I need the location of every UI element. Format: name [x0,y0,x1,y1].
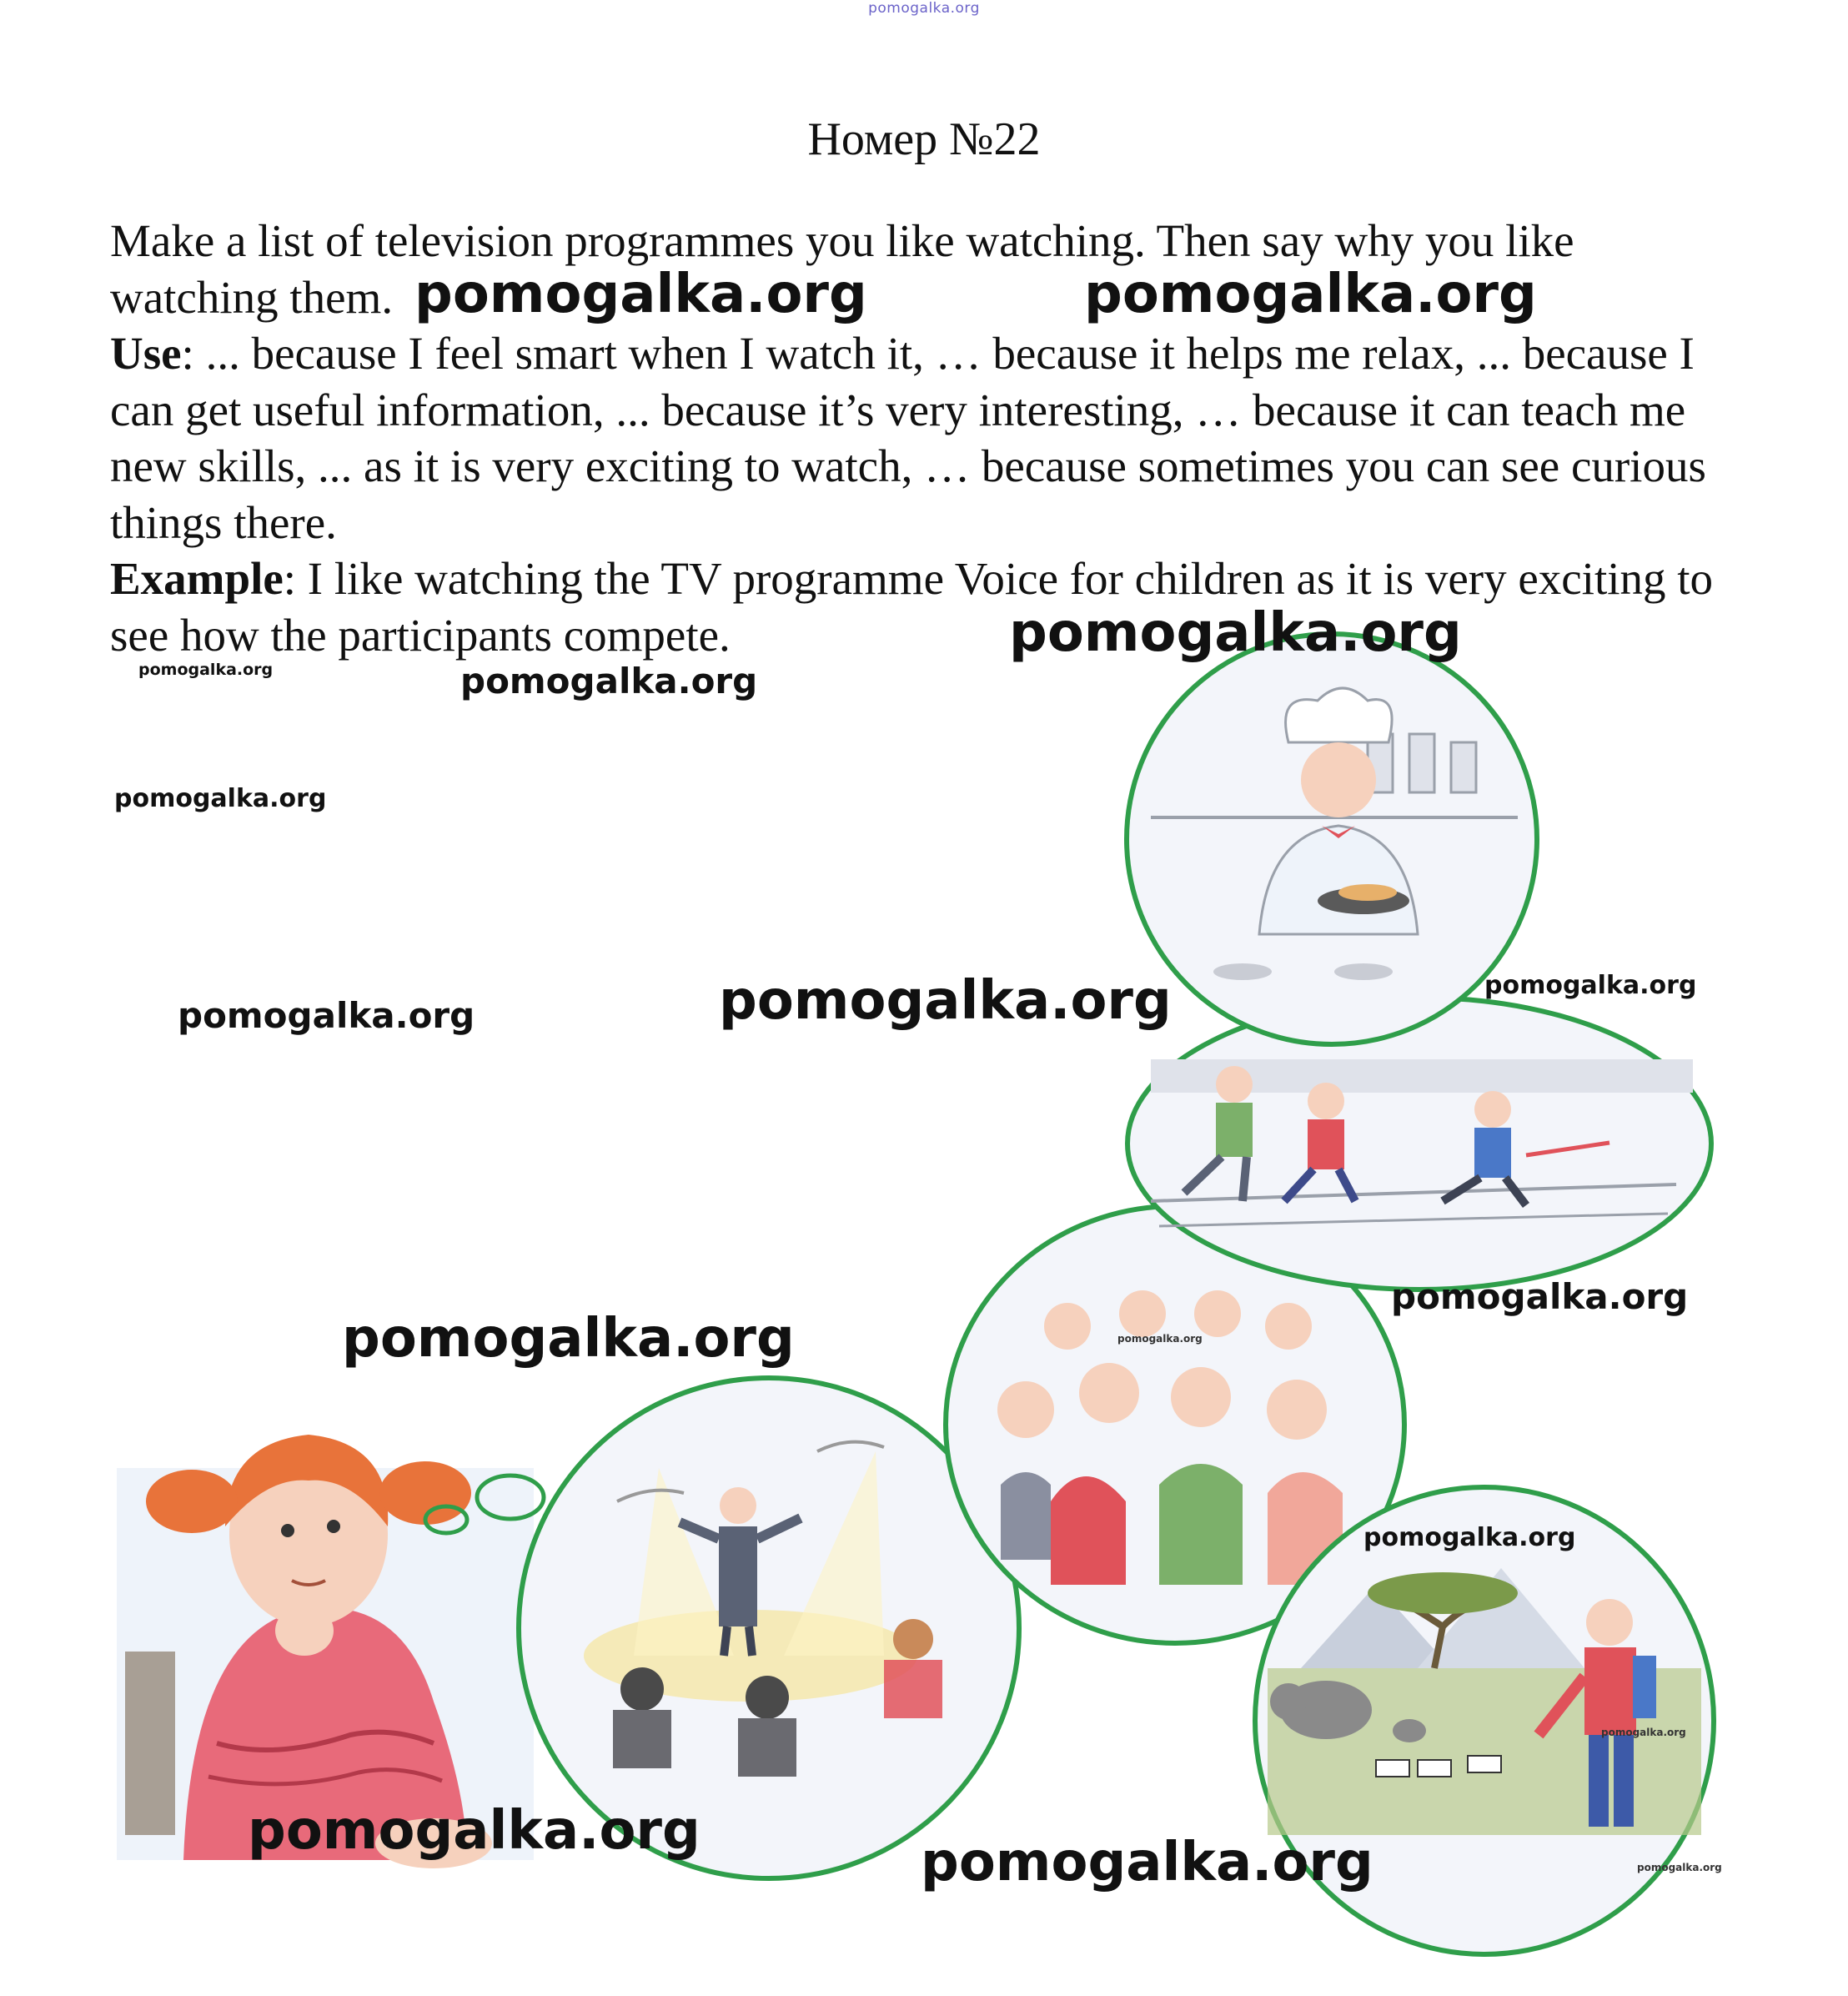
bubble-cooking [1127,634,1537,1044]
watermark: pomogalka.org [1117,1333,1203,1345]
example-label: Example [110,553,284,604]
watermark: pomogalka.org [1391,1276,1689,1317]
page-title: Номер №22 [807,113,1041,165]
watermark: pomogalka.org [460,661,758,701]
zebra [1376,1760,1409,1777]
watermark: pomogalka.org [248,1800,701,1862]
watermark: pomogalka.org [921,1832,1373,1893]
watermark: pomogalka.org [719,970,1172,1032]
watermark: pomogalka.org [414,264,867,325]
watermark: pomogalka.org [1084,264,1537,325]
pigtail-left [146,1470,238,1533]
use-label: Use [110,328,182,379]
watermark: pomogalka.org [1637,1862,1722,1873]
site-watermark-top: pomogalka.org [868,0,980,17]
watermark: pomogalka.org [178,995,475,1036]
chef-face [1301,742,1376,817]
singer [719,1526,757,1626]
bubble-sports [1127,998,1711,1290]
watermark: pomogalka.org [1009,602,1462,664]
watermark: pomogalka.org [1484,971,1697,1000]
watermark: pomogalka.org [342,1308,795,1370]
example-text: : I like watching the TV programme Voice for children as it is very exciting to see how the participants compete. [110,553,1714,661]
watermark: pomogalka.org [1601,1727,1686,1738]
hand [275,1606,334,1656]
task-instruction: Make a list of television programmes you like watching. Then say why you like watching them. [110,215,1574,323]
watermark: pomogalka.org [1363,1523,1576,1552]
watermark: pomogalka.org [138,661,274,679]
use-text: : ... because I feel smart when I watch it, … because it helps me relax, ... because I can get useful information, ... because it’s very interesting, … because it can teach me new skills, ... as it is very exciting to watch, … because sometimes you can see curious things there. [110,328,1706,548]
boy [1586,1599,1633,1646]
watermark: pomogalka.org [114,784,327,813]
chair [125,1652,175,1835]
